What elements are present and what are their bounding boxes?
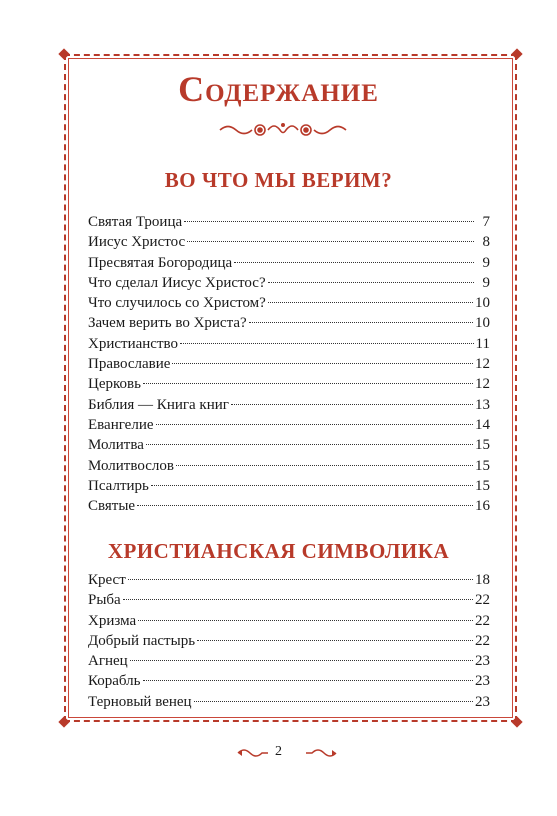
section-heading-symbols: ХРИСТИАНСКАЯ СИМВОЛИКА <box>107 539 450 563</box>
toc-item-page: 23 <box>475 693 490 710</box>
leader-dots <box>197 640 473 641</box>
section-heading-beliefs: ВО ЧТО МЫ ВЕРИМ? <box>164 168 393 192</box>
toc-item-label: Молитвослов <box>88 457 174 474</box>
leader-dots <box>146 444 473 445</box>
toc-item-label: Христианство <box>88 335 178 352</box>
page-number: 2 <box>275 744 282 759</box>
toc-item-page: 23 <box>475 673 490 690</box>
leader-dots <box>156 424 473 425</box>
toc-item[interactable] <box>88 496 490 516</box>
leader-dots <box>128 579 473 580</box>
leader-dots <box>268 302 473 303</box>
toc-item-page: 12 <box>475 356 490 373</box>
toc-item-label: Добрый пастырь <box>88 632 196 649</box>
toc-item-page: 15 <box>475 437 490 454</box>
toc-item[interactable] <box>88 334 490 354</box>
leader-dots <box>130 660 473 661</box>
toc-list-beliefs <box>88 212 490 516</box>
toc-item-label: Рыба <box>88 592 121 609</box>
toc-item-label: Молитва <box>88 437 144 454</box>
toc-item-label: Крест <box>88 572 126 588</box>
toc-item-page: 11 <box>475 335 490 352</box>
toc-item-page: 13 <box>475 396 490 413</box>
toc-item[interactable] <box>88 313 490 333</box>
leader-dots <box>137 505 473 506</box>
toc-item-label: Корабль <box>88 673 141 690</box>
toc-item-page: 14 <box>475 416 490 433</box>
leader-dots <box>151 485 473 486</box>
toc-item-label: Библия — Книга книг <box>88 396 229 413</box>
toc-item-label: Святая Троица <box>88 214 183 230</box>
toc-item[interactable] <box>88 273 490 293</box>
leader-dots <box>143 383 473 384</box>
toc-item[interactable] <box>88 415 490 435</box>
toc-item-label: Зачем верить во Христа? <box>88 315 247 332</box>
leader-dots <box>123 599 473 600</box>
toc-item-page: 22 <box>475 632 490 649</box>
toc-item-page: 12 <box>475 376 490 393</box>
scroll-ornament-icon <box>218 119 348 141</box>
toc-item[interactable] <box>88 395 490 415</box>
leader-dots <box>194 701 473 702</box>
page-footer <box>0 742 557 766</box>
toc-item[interactable] <box>88 435 490 455</box>
toc-item[interactable] <box>88 651 490 671</box>
leader-dots <box>234 262 474 263</box>
leader-dots <box>249 322 473 323</box>
toc-item-page: 16 <box>475 498 490 515</box>
toc-item[interactable] <box>88 570 490 590</box>
toc-item[interactable] <box>88 611 490 631</box>
toc-item-label: Православие <box>88 356 171 373</box>
toc-item[interactable] <box>88 476 490 496</box>
leader-dots <box>180 343 474 344</box>
toc-item-label: Что случилось со Христом? <box>88 295 266 312</box>
toc-item-page: 10 <box>475 315 490 332</box>
toc-item-label: Терновый венец <box>88 693 192 710</box>
toc-item[interactable] <box>88 590 490 610</box>
toc-item-page: 18 <box>475 572 490 588</box>
toc-item-page: 22 <box>475 592 490 609</box>
leader-dots <box>176 465 473 466</box>
toc-item-label: Пресвятая Богородица <box>88 254 233 271</box>
toc-item[interactable] <box>88 631 490 651</box>
toc-item-label: Евангелие <box>88 416 154 433</box>
toc-item-page: 7 <box>482 214 490 230</box>
toc-item[interactable] <box>88 293 490 313</box>
leader-dots <box>231 404 473 405</box>
toc-item-label: Иисус Христос <box>88 234 186 251</box>
toc-item-page: 15 <box>475 457 490 474</box>
leader-dots <box>187 241 474 242</box>
toc-item[interactable] <box>88 456 490 476</box>
toc-item[interactable] <box>88 692 490 712</box>
toc-item-page: 10 <box>475 295 490 312</box>
toc-item-page: 23 <box>475 653 490 670</box>
toc-item-page: 15 <box>475 477 490 494</box>
leader-dots <box>268 282 474 283</box>
leader-dots <box>172 363 473 364</box>
toc-item-label: Псалтирь <box>88 477 149 494</box>
toc-item[interactable] <box>88 671 490 691</box>
toc-item-page: 8 <box>482 234 490 251</box>
leader-dots <box>143 680 474 681</box>
toc-item-page: 22 <box>475 612 490 629</box>
toc-item-label: Агнец <box>88 653 128 670</box>
page-title: Содержание <box>178 69 379 109</box>
toc-item-label: Хризма <box>88 612 137 629</box>
toc-item[interactable] <box>88 354 490 374</box>
toc-item-page: 9 <box>482 274 490 291</box>
toc-item-page: 9 <box>482 254 490 271</box>
toc-item-label: Церковь <box>88 376 141 393</box>
leader-dots <box>138 620 473 621</box>
leader-dots <box>184 221 474 222</box>
toc-list-symbols <box>88 570 490 712</box>
toc-item[interactable] <box>88 212 490 232</box>
toc-item-label: Святые <box>88 498 136 515</box>
toc-item-label: Что сделал Иисус Христос? <box>88 274 266 291</box>
flourish-right-icon <box>304 746 338 760</box>
toc-item[interactable] <box>88 232 490 252</box>
toc-item[interactable] <box>88 374 490 394</box>
toc-item[interactable] <box>88 253 490 273</box>
